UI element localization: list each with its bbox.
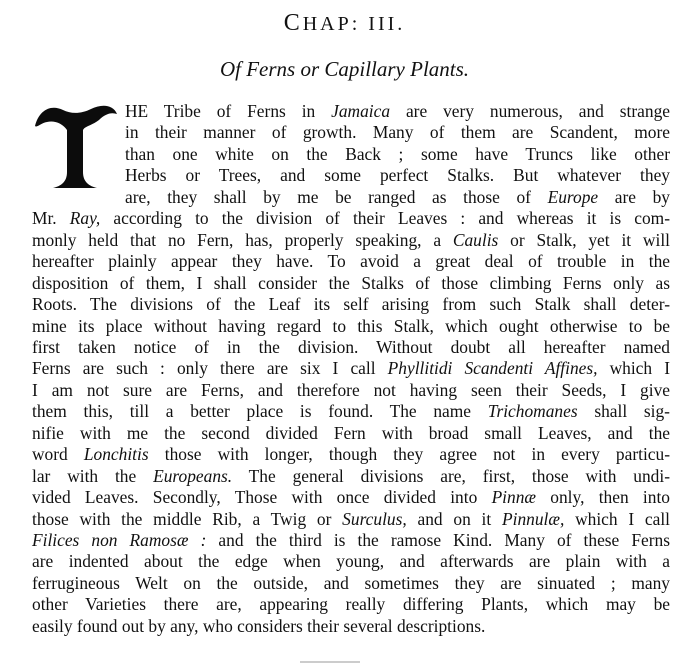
text-span: them this, till a better place is found. The name [32, 401, 488, 422]
text-span: Herbs or Trees, and some perfect Stalks. But whatever they [125, 165, 670, 186]
text-span: those with the middle Rib, a Twig or [32, 508, 343, 529]
text-span: The general divisions are, first, those with undi- [232, 465, 670, 486]
text-line [32, 616, 670, 637]
text-line [32, 380, 670, 401]
italic-text: Filices non Ramosæ : [32, 530, 207, 550]
text-line [32, 573, 670, 594]
text-span: first taken notice of in the division. Without doubt all hereafter named [32, 336, 670, 357]
text-line [32, 444, 670, 465]
text-span: other Varieties there are, appearing really differing Plants, which may be [32, 594, 670, 615]
page-footer-mark [300, 660, 360, 663]
chapter-heading [0, 10, 689, 37]
text-span: and on it [406, 508, 502, 529]
italic-text: Europe [547, 186, 599, 207]
text-line [32, 509, 670, 530]
text-span: or Stalk, yet it will [498, 229, 670, 250]
chapter-title: Of Ferns or Capillary Plants. [219, 57, 470, 81]
text-line [125, 165, 670, 186]
text-line [32, 466, 670, 487]
italic-text: Lonchitis [83, 444, 149, 465]
text-span: nifie with me the second divided Fern with broad small Leaves, and the [32, 422, 670, 443]
text-line [32, 487, 670, 508]
italic-text: Phyllitidi Scandenti Affines, [387, 358, 598, 379]
text-line [32, 273, 670, 294]
text-span: which I call [564, 508, 671, 529]
text-line [32, 594, 670, 615]
text-line [125, 122, 670, 143]
text-span: are by [598, 186, 670, 207]
text-line [125, 187, 670, 208]
text-span: those with longer, though they agree not in every particu- [148, 444, 670, 465]
text-span: HE Tribe of Ferns in [125, 101, 332, 121]
italic-text: Europeans. [153, 465, 233, 486]
text-line [32, 401, 670, 422]
text-span: Ferns are such : only there are six I call [32, 358, 388, 379]
text-span: in their manner of growth. Many of them are Scandent, more [125, 122, 670, 143]
text-span: disposition of them, I shall consider the Stalks of those climbing Ferns only as [32, 272, 670, 293]
text-span: monly held that no Fern, has, properly speaking, a [32, 229, 453, 250]
italic-text: Surculus, [342, 508, 407, 529]
italic-text: Pinnulæ, [501, 508, 565, 529]
italic-text: Pinnæ [491, 487, 537, 508]
text-line [125, 101, 670, 122]
italic-text: Caulis [452, 229, 499, 250]
text-span: I am not sure are Ferns, and therefore not having seen their Seeds, I give [32, 379, 670, 400]
text-line [32, 551, 670, 572]
text-span: vided Leaves. Secondly, Those with once divided into [32, 487, 492, 508]
text-span: ferrugineous Welt on the outside, and sometimes they are sinuated ; many [32, 572, 670, 593]
text-span: which I [597, 358, 670, 379]
drop-cap-t [33, 100, 119, 192]
text-span: are very numerous, and strange [390, 101, 670, 121]
text-line [32, 294, 670, 315]
text-line [32, 251, 670, 272]
text-line [32, 423, 670, 444]
text-span: hereafter plainly appear they have. To avoid a great deal of trouble in the [32, 251, 670, 272]
italic-text: Jamaica [331, 101, 391, 121]
italic-text: Trichomanes [487, 401, 578, 422]
text-span: and the third is the ramose Kind. Many of these Ferns [206, 530, 670, 550]
text-line [32, 358, 670, 379]
text-line [32, 230, 670, 251]
text-span: lar with the [32, 465, 154, 486]
text-span: than one white on the Back ; some have Truncs like other [125, 143, 670, 164]
text-span: are, they shall by me be ranged as those of [125, 186, 548, 207]
text-span: only, then into [536, 487, 670, 508]
text-span: Mr. [32, 208, 70, 229]
text-line [32, 208, 670, 229]
text-line [125, 144, 670, 165]
chapter-heading-word: HAP: [302, 13, 361, 35]
text-span: mine its place without having regard to this Stalk, which ought otherwise to be [32, 315, 670, 336]
text-line [32, 530, 670, 551]
text-span: according to the division of their Leaves : and whereas it is com- [100, 208, 670, 229]
chapter-number: III. [368, 13, 406, 35]
text-span: word [32, 444, 84, 465]
text-line [32, 316, 670, 337]
text-span: Roots. The divisions of the Leaf its self arising from such Stalk shall deter- [32, 294, 670, 315]
text-line [32, 337, 670, 358]
text-span: are indented about the edge when young, and afterwards are plain with a [32, 551, 670, 572]
italic-text: Ray, [69, 208, 101, 229]
text-span: shall sig- [577, 401, 670, 422]
text-span: easily found out by any, who considers their several descriptions. [32, 615, 486, 636]
chapter-heading-initial: C [283, 10, 303, 36]
